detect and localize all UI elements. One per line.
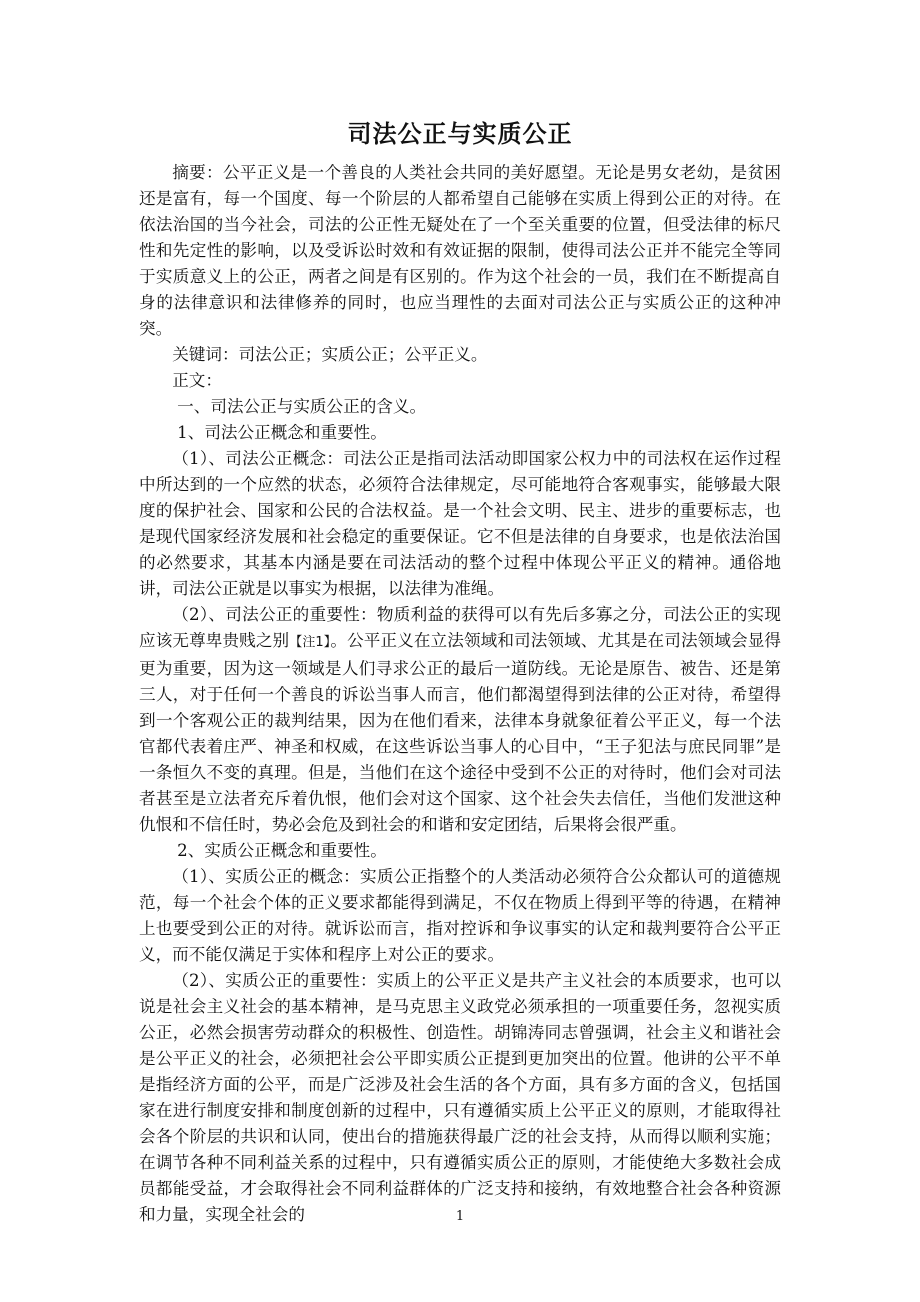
document-title: 司法公正与实质公正 — [347, 120, 573, 148]
paragraph-substantive-justice-importance: （2）、实质公正的重要性：实质上的公平正义是共产主义社会的本质要求，也可以说是社会主义社会的基本精神，是马克思主义政党必须承担的一项重要任务，忽视实质公正，必然会损害劳动群众的积极性、创造性。胡锦涛同志曾强调，社会主义和谐社会是公平正义的社会，必须把社会公平即实质公正提到更加突出的位置。他讲的公平不单是指经济方面的公平，而是广泛涉及社会生活的各个方面，具有多方面的含义，包括国家在进行制度安排和制度创新的过程中，只有遵循实质上公平正义的原则，才能取得社会各个阶层的共识和认同，使出台的措施获得最广泛的社会支持，从而得以顺利实施；在调节各种不同利益关系的过程中，只有遵循实质公正的原则，才能使绝大多数社会成员都能受益，才会取得社会不同利益群体的广泛支持和接纳，有效地整合社会各种资源和力量，实现全社会的 — [139, 971, 781, 1224]
body-label: 正文： — [172, 371, 222, 390]
subsection-heading-2: 2、实质公正概念和重要性。 — [177, 841, 387, 860]
keywords-line: 关键词：司法公正；实质公正；公平正义。 — [172, 345, 488, 364]
footnote-reference[interactable]: 【注1】 — [289, 635, 331, 650]
abstract-paragraph: 摘要：公平正义是一个善良的人类社会共同的美好愿望。无论是男女老幼，是贫困还是富有，每一个国度、每一个阶层的人都希望自己能够在实质上得到公正的对待。在依法治国的当今社会，司法的公正性无疑处在了一个至关重要的位置，但受法律的标尺性和先定性的影响，以及受诉讼时效和有效证据的限制，使得司法公正并不能完全等同于实质意义上的公正，两者之间是有区别的。作为这个社会的一员，我们在不断提高自身的法律意识和法律修养的同时，也应当理性的去面对司法公正与实质公正的这种冲突。 — [139, 163, 781, 338]
page-number: 1 — [455, 1209, 465, 1224]
paragraph-substantive-justice-concept: （1）、实质公正的概念：实质公正指整个的人类活动必须符合公众都认可的道德规范，每一个社会个体的正义要求都能得到满足，不仅在物质上得到平等的待遇，在精神上也要受到公正的对待。就诉讼而言，指对控诉和争议事实的认定和裁判要符合公平正义，而不能仅满足于实体和程序上对公正的要求。 — [139, 867, 781, 964]
paragraph-judicial-justice-concept: （1）、司法公正概念：司法公正是指司法活动即国家公权力中的司法权在运作过程中所达到的一个应然的状态，必须符合法律规定，尽可能地符合客观事实，能够最大限度的保护社会、国家和公民的合法权益。是一个社会文明、民主、进步的重要标志，也是现代国家经济发展和社会稳定的重要保证。它不但是法律的自身要求，也是依法治国的必然要求，其基本内涵是要在司法活动的整个过程中体现公平正义的精神。通俗地讲，司法公正就是以事实为根据，以法律为准绳。 — [139, 449, 781, 598]
paragraph-judicial-justice-importance — [139, 602, 781, 838]
section-heading-1: 一、司法公正与实质公正的含义。 — [177, 397, 427, 416]
paragraph-text-before-note: （2）、司法公正的重要性：物质利益的获得可以有先后多寡之分，司法公正的实现应该无尊卑贵贱之别 — [139, 605, 781, 650]
subsection-heading-1: 1、司法公正概念和重要性。 — [177, 423, 387, 442]
paragraph-text-after-note: 。公平正义在立法领域和司法领域、尤其是在司法领域会显得更为重要，因为这一领域是人们寻求公正的最后一道防线。无论是原告、被告、还是第三人，对于任何一个善良的诉讼当事人而言，他们都渴望得到法律的公正对待，希望得到一个客观公正的裁判结果，因为在他们看来，法律本身就象征着公平正义，每一个法官都代表着庄严、神圣和权威，在这些诉讼当事人的心目中，“王子犯法与庶民同罪”是一条恒久不变的真理。但是，当他们在这个途径中受到不公正的对待时，他们会对司法者甚至是立法者充斥着仇恨，他们会对这个国家、这个社会失去信任，当他们发泄这种仇恨和不信任时，势必会危及到社会的和谐和安定团结，后果将会很严重。 — [139, 631, 781, 834]
document-body — [139, 160, 781, 1228]
